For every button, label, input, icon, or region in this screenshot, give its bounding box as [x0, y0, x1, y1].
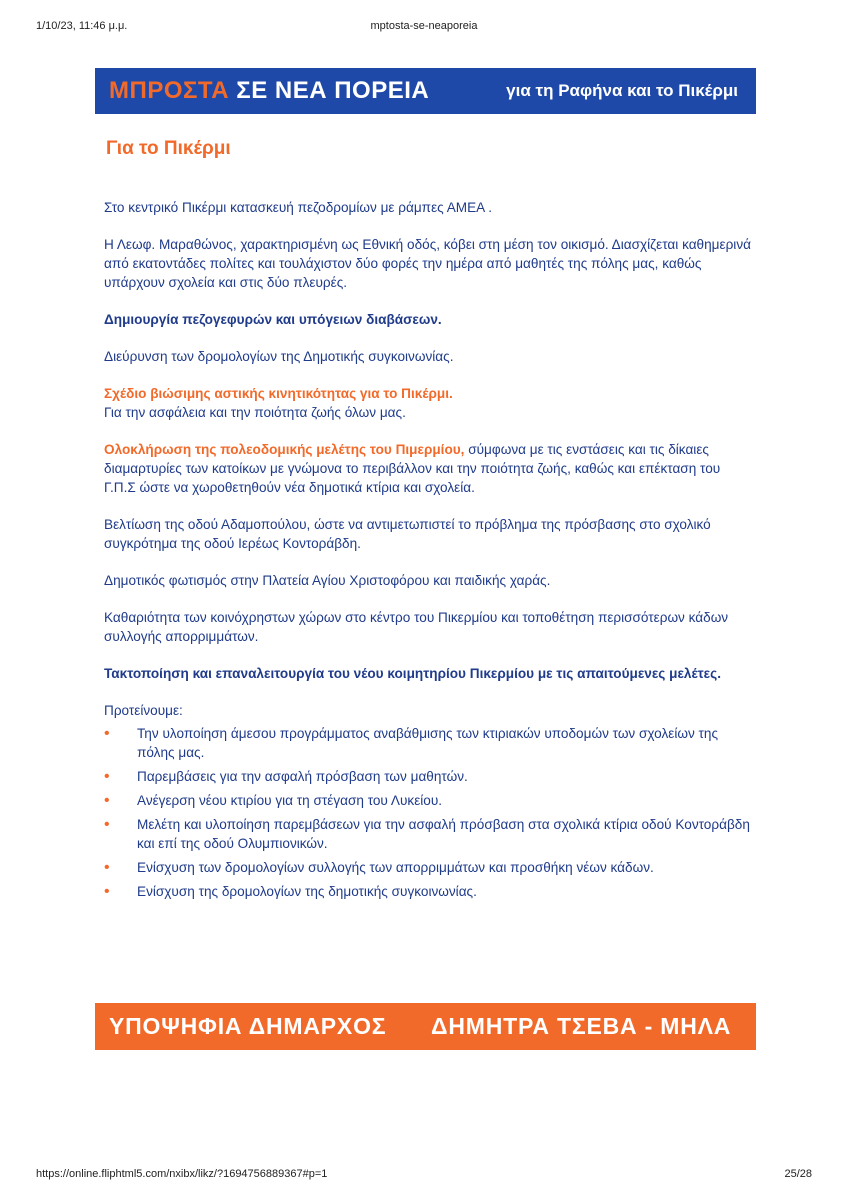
- bottom-banner: [95, 1003, 756, 1050]
- paragraph-transport: Διεύρυνση των δρομολογίων της Δημοτικής συγκοινωνίας.: [104, 349, 454, 364]
- bullet-icon: •: [104, 725, 110, 742]
- document-body: [104, 198, 754, 906]
- banner-title-rest: ΣΕ ΝΕΑ ΠΟΡΕΙΑ: [236, 77, 430, 104]
- banner-subtitle: για τη Ραφήνα και το Πικέρμι: [506, 81, 738, 100]
- bullet-icon: •: [104, 859, 110, 876]
- paragraph-cleanliness: Καθαριότητα των κοινόχρηστων χώρων στο κέντρο του Πικερμίου και τοποθέτηση περισσότερων κάδων συλλογής απορριμμάτων.: [104, 610, 729, 644]
- print-page-number: 25/28: [784, 1168, 812, 1180]
- list-item: [104, 858, 754, 877]
- list-item: [104, 791, 754, 810]
- top-banner: [95, 68, 756, 114]
- paragraph-mobility-text: Για την ασφάλεια και την ποιότητα ζωής όλων μας.: [104, 405, 406, 420]
- list-item-text: Την υλοποίηση άμεσου προγράμματος αναβάθμισης των κτιριακών υποδομών των σχολείων της πόλης μας.: [137, 726, 719, 760]
- candidate-role: ΥΠΟΨΗΦΙΑ ΔΗΜΑΡΧΟΣ: [109, 1013, 387, 1039]
- bullet-icon: •: [104, 792, 110, 809]
- list-item-text: Παρεμβάσεις για την ασφαλή πρόσβαση των μαθητών.: [137, 769, 468, 784]
- paragraph-mobility-title: Σχέδιο βιώσιμης αστικής κινητικότητας για το Πικέρμι.: [104, 386, 453, 401]
- paragraph-urban-plan: [104, 440, 754, 497]
- paragraph-cemetery: Τακτοποίηση και επαναλειτουργία του νέου κοιμητηρίου Πικερμίου με τις απαιτούμενες μελέτες.: [104, 666, 721, 681]
- bullet-icon: •: [104, 816, 110, 833]
- paragraph-urban-plan-title: Ολοκλήρωση της πολεοδομικής μελέτης του Πιμερμίου,: [104, 442, 465, 457]
- list-item-text: Ανέγερση νέου κτιρίου για τη στέγαση του Λυκείου.: [137, 793, 443, 808]
- print-doc-title: mptosta-se-neaporeia: [370, 20, 478, 32]
- list-item-text: Ενίσχυση της δρομολογίων της δημοτικής συγκοινωνίας.: [137, 884, 477, 899]
- banner-title-accent: ΜΠΡΟΣΤΑ: [109, 77, 230, 104]
- bullet-icon: •: [104, 883, 110, 900]
- list-item: [104, 882, 754, 901]
- paragraph-mobility: [104, 384, 754, 422]
- section-heading: Για το Πικέρμι: [106, 138, 231, 159]
- list-item-text: Ενίσχυση των δρομολογίων συλλογής των απορριμμάτων και προσθήκη νέων κάδων.: [137, 860, 654, 875]
- paragraph-urban-plan-text: σύμφωνα με τις ενστάσεις και τις δίκαιες διαμαρτυρίες των κατοίκων με γνώμονα το περιβάλλον και την ποιότητα ζωής, καθώς και επέκταση του Γ.Π.Σ ώστε να χωροθετηθούν νέα δημοτικά κτίρια και σχολεία.: [104, 442, 721, 495]
- list-item: [104, 767, 754, 786]
- list-item-text: Μελέτη και υλοποίηση παρεμβάσεων για την ασφαλή πρόσβαση στα σχολικά κτίρια οδού Κοντοράβδη και επί της οδού Ολυμπιονικών.: [137, 817, 750, 851]
- banner-title: [109, 77, 429, 105]
- list-item: [104, 724, 754, 762]
- proposals-label: Προτείνουμε:: [104, 703, 183, 718]
- proposals-list: [104, 724, 754, 901]
- paragraph-road-improvement: Βελτίωση της οδού Αδαμοπούλου, ώστε να αντιμετωπιστεί το πρόβλημα της πρόσβασης στο σχολικό συγκρότημα της οδού Ιερέως Κοντοράβδη.: [104, 517, 711, 551]
- print-datetime: 1/10/23, 11:46 μ.μ.: [36, 20, 128, 32]
- paragraph-sidewalks: Στο κεντρικό Πικέρμι κατασκευή πεζοδρομίων με ράμπες ΑΜΕΑ .: [104, 200, 493, 215]
- paragraph-lighting: Δημοτικός φωτισμός στην Πλατεία Αγίου Χριστοφόρου και παιδικής χαράς.: [104, 573, 551, 588]
- candidate-name: ΔΗΜΗΤΡΑ ΤΣΕΒΑ - ΜΗΛΑ: [431, 1013, 732, 1039]
- paragraph-marathonos: Η Λεωφ. Μαραθώνος, χαρακτηρισμένη ως Εθνική οδός, κόβει στη μέση τον οικισμό. Διασχίζεται καθημερινά από εκατοντάδες πολίτες και τουλάχιστον δύο φορές την ημέρα από μαθητές της πόλης μας, καθώς υπάρχουν σχολεία και στις δύο πλευρές.: [104, 237, 751, 290]
- paragraph-crossings: Δημιουργία πεζογεφυρών και υπόγειων διαβάσεων.: [104, 312, 442, 327]
- list-item: [104, 815, 754, 853]
- print-url: https://online.fliphtml5.com/nxibx/likz/?1694756889367#p=1: [36, 1168, 328, 1180]
- bullet-icon: •: [104, 768, 110, 785]
